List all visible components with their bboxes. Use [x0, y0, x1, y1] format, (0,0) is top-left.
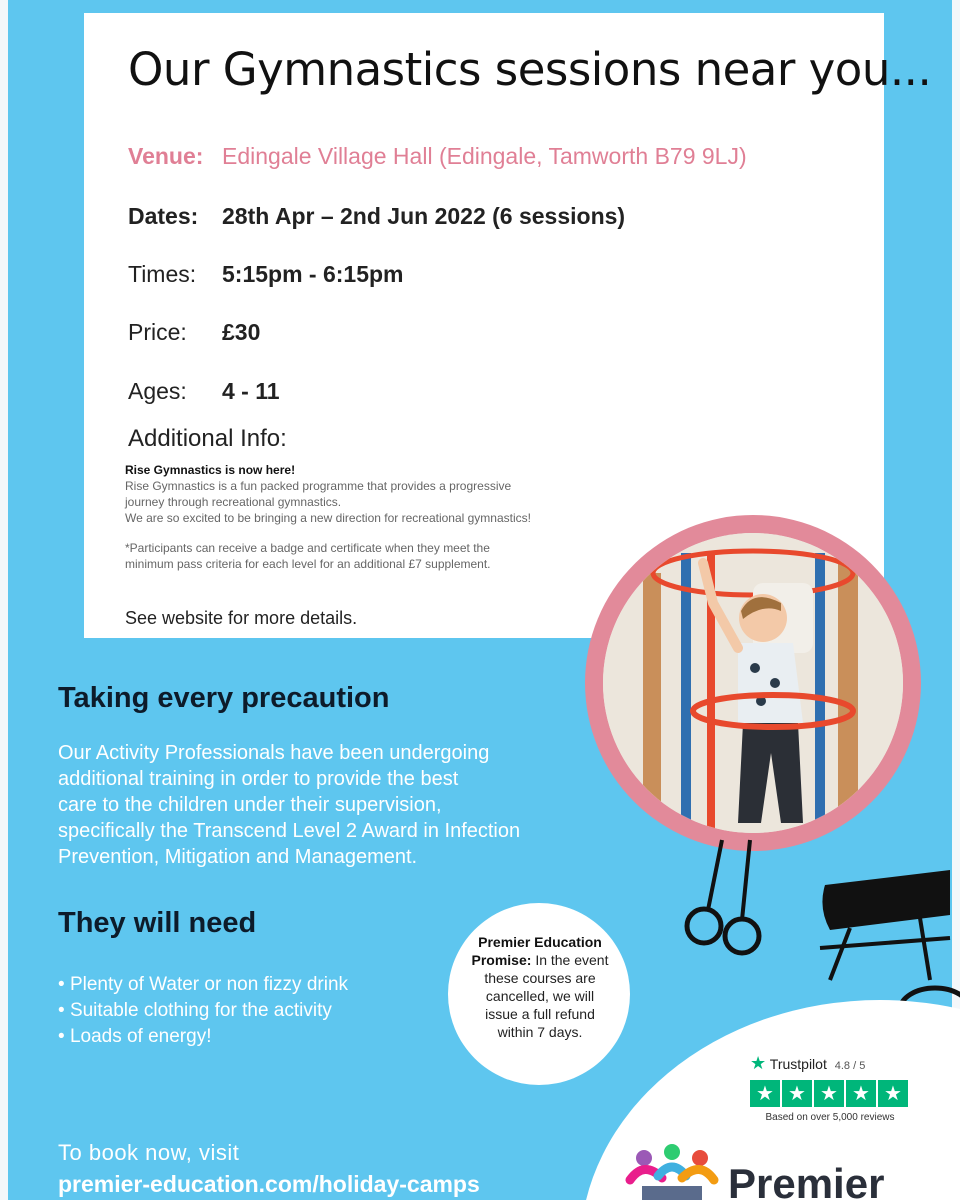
promise-body: In the event these courses are cancelled, we will issue a full refund within 7 days.	[484, 952, 609, 1040]
dates-value: 28th Apr – 2nd Jun 2022 (6 sessions)	[222, 203, 626, 229]
left-border	[0, 0, 8, 1200]
precaution-line: Prevention, Mitigation and Management.	[58, 846, 418, 868]
trustpilot-rating	[750, 1053, 910, 1123]
photo-frame	[585, 515, 921, 851]
star-icon: ★	[814, 1080, 844, 1107]
info-line: journey through recreational gymnastics.	[125, 495, 342, 509]
additional-info-text	[125, 462, 585, 572]
times-row	[128, 261, 404, 288]
trustpilot-star-icon: ★	[750, 1053, 767, 1073]
list-item: • Suitable clothing for the activity	[58, 998, 348, 1024]
footnote-line: minimum pass criteria for each level for an additional £7 supplement.	[125, 557, 491, 571]
gym-equipment-illustration	[680, 830, 960, 1030]
venue-label: Venue:	[128, 143, 204, 169]
star-icon: ★	[782, 1080, 812, 1107]
trustpilot-header	[750, 1053, 910, 1074]
additional-info-title: Additional Info:	[128, 425, 287, 452]
info-line: We are so excited to be bringing a new direction for recreational gymnastics!	[125, 511, 531, 525]
dates-label: Dates:	[128, 203, 199, 229]
precaution-line: additional training in order to provide the best	[58, 768, 459, 790]
promise-heading: Premier Education Promise:	[471, 934, 602, 968]
dates-row	[128, 203, 625, 230]
times-label: Times:	[128, 261, 197, 287]
page-title: Our Gymnastics sessions near you...	[128, 43, 932, 96]
precaution-line: specifically the Transcend Level 2 Award in Infection	[58, 820, 521, 842]
ages-row	[128, 378, 280, 405]
trustpilot-note: Based on over 5,000 reviews	[765, 1112, 895, 1123]
precaution-title: Taking every precaution	[58, 682, 390, 714]
ages-value: 4 - 11	[222, 378, 280, 404]
precaution-line: care to the children under their supervision,	[58, 794, 442, 816]
promise-text	[470, 933, 610, 1041]
trustpilot-stars	[750, 1080, 910, 1107]
booking-prompt: To book now, visit	[58, 1140, 240, 1165]
premier-logo-icon	[622, 1140, 722, 1200]
premier-logo-text: Premier	[728, 1160, 885, 1200]
star-icon: ★	[878, 1080, 908, 1107]
list-item: • Plenty of Water or non fizzy drink	[58, 972, 348, 998]
times-value: 5:15pm - 6:15pm	[222, 261, 404, 287]
footnote-line: *Participants can receive a badge and certificate when they meet the	[125, 541, 490, 555]
need-list	[58, 972, 348, 1050]
price-row	[128, 319, 260, 346]
promise-badge	[448, 903, 630, 1085]
booking-link[interactable]: premier-education.com/holiday-camps	[58, 1171, 480, 1197]
trustpilot-brand: Trustpilot	[769, 1056, 827, 1072]
info-line: Rise Gymnastics is a fun packed programme that provides a progressive	[125, 479, 512, 493]
star-icon: ★	[846, 1080, 876, 1107]
star-icon: ★	[750, 1080, 780, 1107]
price-label: Price:	[128, 319, 187, 345]
venue-value: Edingale Village Hall (Edingale, Tamworth B79 9LJ)	[222, 143, 747, 169]
see-website-note: See website for more details.	[125, 608, 358, 628]
list-item: • Loads of energy!	[58, 1024, 348, 1050]
trustpilot-score: 4.8 / 5	[834, 1060, 866, 1072]
child-gymnastics-photo	[603, 533, 903, 833]
price-value: £30	[222, 319, 261, 345]
ages-label: Ages:	[128, 378, 187, 404]
venue-row	[128, 143, 747, 170]
precaution-line: Our Activity Professionals have been undergoing	[58, 742, 490, 764]
info-heading: Rise Gymnastics is now here!	[125, 463, 296, 477]
precaution-text	[58, 740, 598, 870]
need-title: They will need	[58, 907, 257, 939]
